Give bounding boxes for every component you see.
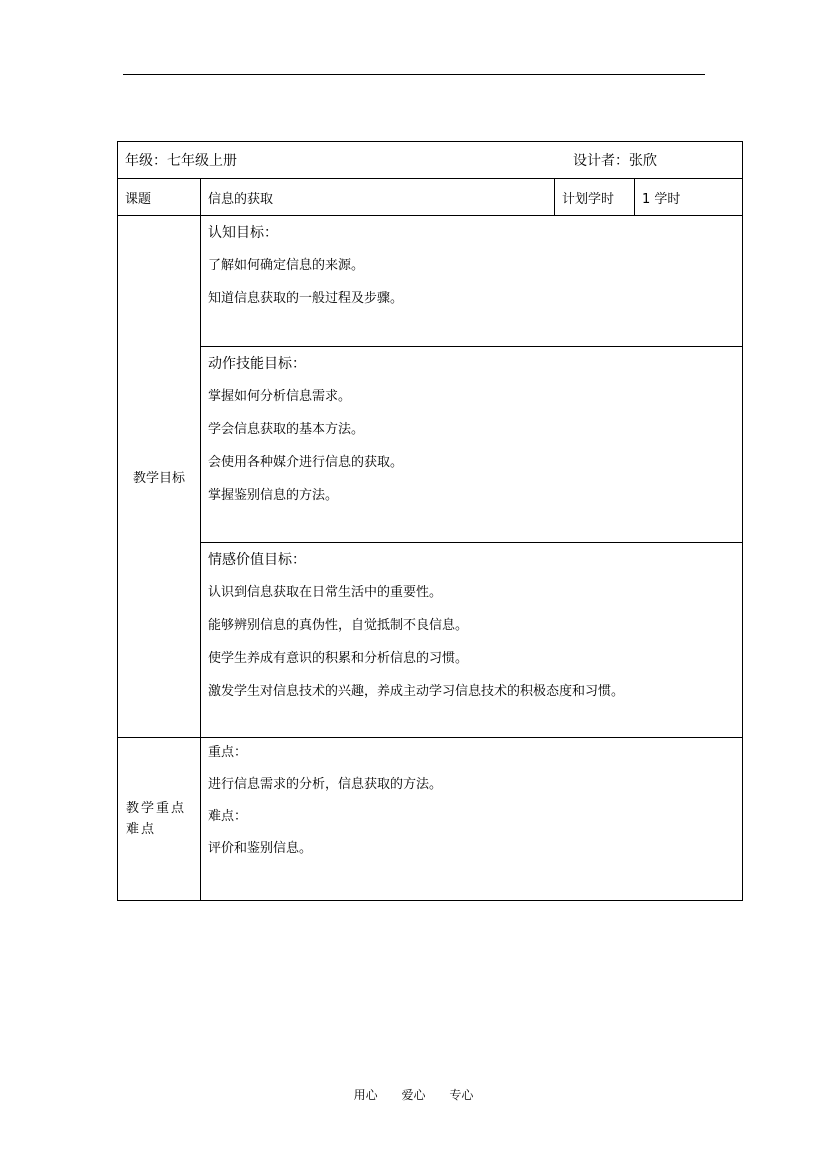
affective-goal-item: 能够辨别信息的真伪性，自觉抵制不良信息。	[208, 618, 469, 633]
topic-row	[118, 179, 743, 216]
cognitive-goal-item: 了解如何确定信息的来源。	[208, 258, 365, 273]
topic-value: 信息的获取	[201, 179, 555, 216]
objectives-content	[201, 216, 743, 738]
skill-goal-item: 学会信息获取的基本方法。	[208, 422, 365, 437]
affective-goals	[201, 543, 742, 737]
keypoints-label-line2: 难点	[126, 822, 157, 837]
skill-goal-item: 会使用各种媒介进行信息的获取。	[208, 455, 404, 470]
page-footer	[0, 1086, 827, 1103]
cognitive-goal-item: 知道信息获取的一般过程及步骤。	[208, 291, 404, 306]
skill-goal-item: 掌握鉴别信息的方法。	[208, 488, 339, 503]
affective-goal-item: 激发学生对信息技术的兴趣，养成主动学习信息技术的积极态度和习惯。	[208, 684, 625, 699]
affective-goal-item: 使学生养成有意识的积累和分析信息的习惯。	[208, 651, 469, 666]
designer-label: 设计者：张欣	[573, 153, 657, 169]
footer-item: 爱心	[401, 1088, 426, 1102]
header-cell	[118, 142, 743, 179]
focus-title: 重点：	[208, 745, 248, 760]
keypoints-label	[118, 738, 201, 901]
footer-item: 专心	[449, 1088, 474, 1102]
keypoints-label-line1: 教学重点	[126, 801, 187, 816]
focus-text: 进行信息需求的分析，信息获取的方法。	[208, 777, 443, 792]
keypoints-row	[118, 738, 743, 901]
footer-item: 用心	[353, 1088, 378, 1102]
cognitive-goals	[201, 216, 742, 347]
keypoints-content	[201, 738, 743, 901]
skill-goals	[201, 347, 742, 543]
plan-hours-value: 1 学时	[635, 179, 743, 216]
objectives-label: 教学目标	[118, 216, 201, 738]
grade-label: 年级：七年级上册	[125, 153, 237, 169]
skill-goals-title: 动作技能目标：	[208, 356, 306, 372]
objectives-row	[118, 216, 743, 738]
header-rule	[123, 74, 705, 75]
keypoints-block	[201, 738, 742, 900]
plan-hours-label: 计划学时	[555, 179, 635, 216]
lesson-plan-table	[117, 141, 743, 901]
lesson-plan-sheet	[117, 141, 742, 901]
affective-goal-item: 认识到信息获取在日常生活中的重要性。	[208, 585, 443, 600]
header-row	[118, 142, 743, 179]
affective-goals-title: 情感价值目标：	[208, 552, 306, 568]
skill-goal-item: 掌握如何分析信息需求。	[208, 389, 352, 404]
difficulty-text: 评价和鉴别信息。	[208, 841, 313, 856]
topic-label: 课题	[118, 179, 201, 216]
difficulty-title: 难点：	[208, 809, 248, 824]
cognitive-goals-title: 认知目标：	[208, 225, 278, 241]
